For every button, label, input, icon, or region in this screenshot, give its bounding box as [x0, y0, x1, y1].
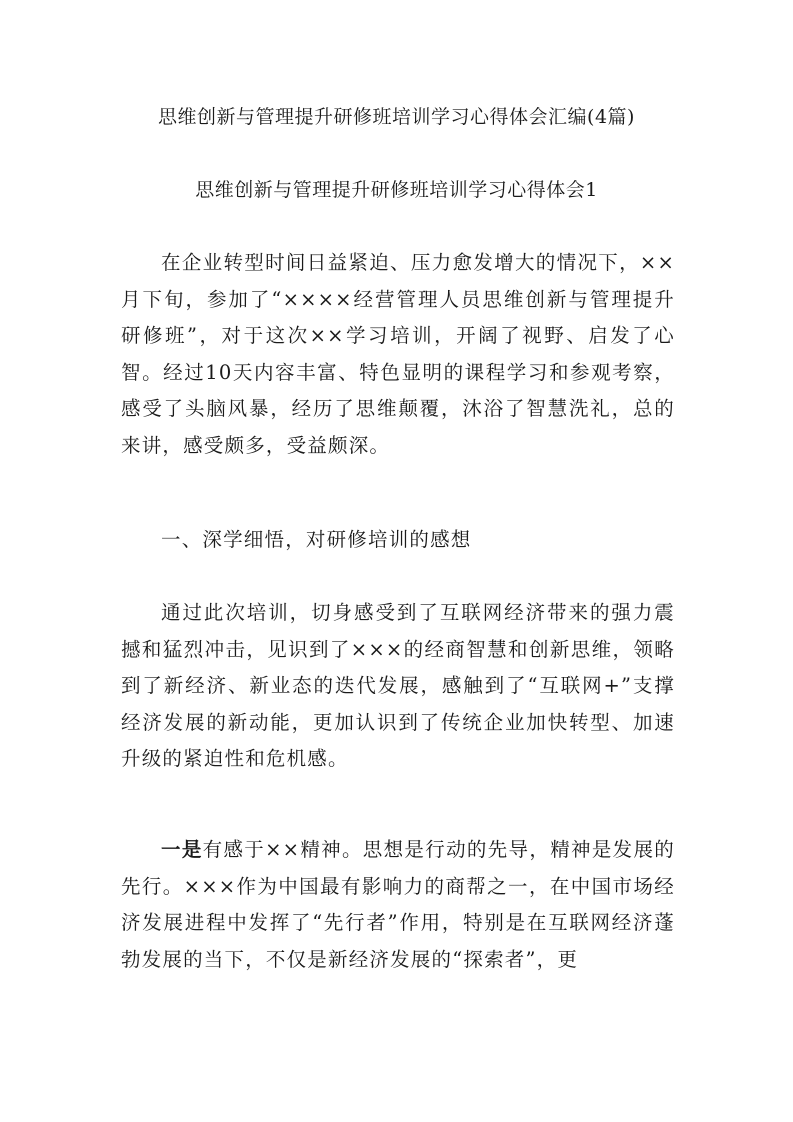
document-subtitle: 思维创新与管理提升研修班培训学习心得体会1	[195, 179, 598, 201]
point-one-body: 有感于××精神。思想是行动的先导，精神是发展的先行。×××作为中国最有影响力的商帮之一，在中国市场经济发展进程中发挥了“先行者”作用，特别是在互联网经济蓬勃发展的当下，不仅是新经济发展的“探索者”，更	[121, 838, 676, 971]
point-one-lead: 一是	[161, 838, 203, 861]
intro-paragraph: 在企业转型时间日益紧迫、压力愈发增大的情况下，××月下旬，参加了“××××经营管理人员思维创新与管理提升研修班”，对于这次××学习培训，开阔了视野、启发了心智。经过10天内容丰富、特色显明的课程学习和参观考察，感受了头脑风暴，经历了思维颠覆，沐浴了智慧洗礼，总的来讲，感受颇多，受益颇深。	[121, 251, 675, 457]
section-heading: 一、深学细悟，对研修培训的感想	[161, 528, 472, 551]
point-one-paragraph	[121, 832, 675, 978]
section-paragraph: 通过此次培训，切身感受到了互联网经济带来的强力震撼和猛烈冲击，见识到了×××的经商智慧和创新思维，领略到了新经济、新业态的迭代发展，感触到了“互联网+”支撑经济发展的新动能，更加认识到了传统企业加快转型、加速升级的紧迫性和危机感。	[121, 601, 675, 770]
document-title: 思维创新与管理提升研修班培训学习心得体会汇编(4篇)	[158, 106, 635, 128]
